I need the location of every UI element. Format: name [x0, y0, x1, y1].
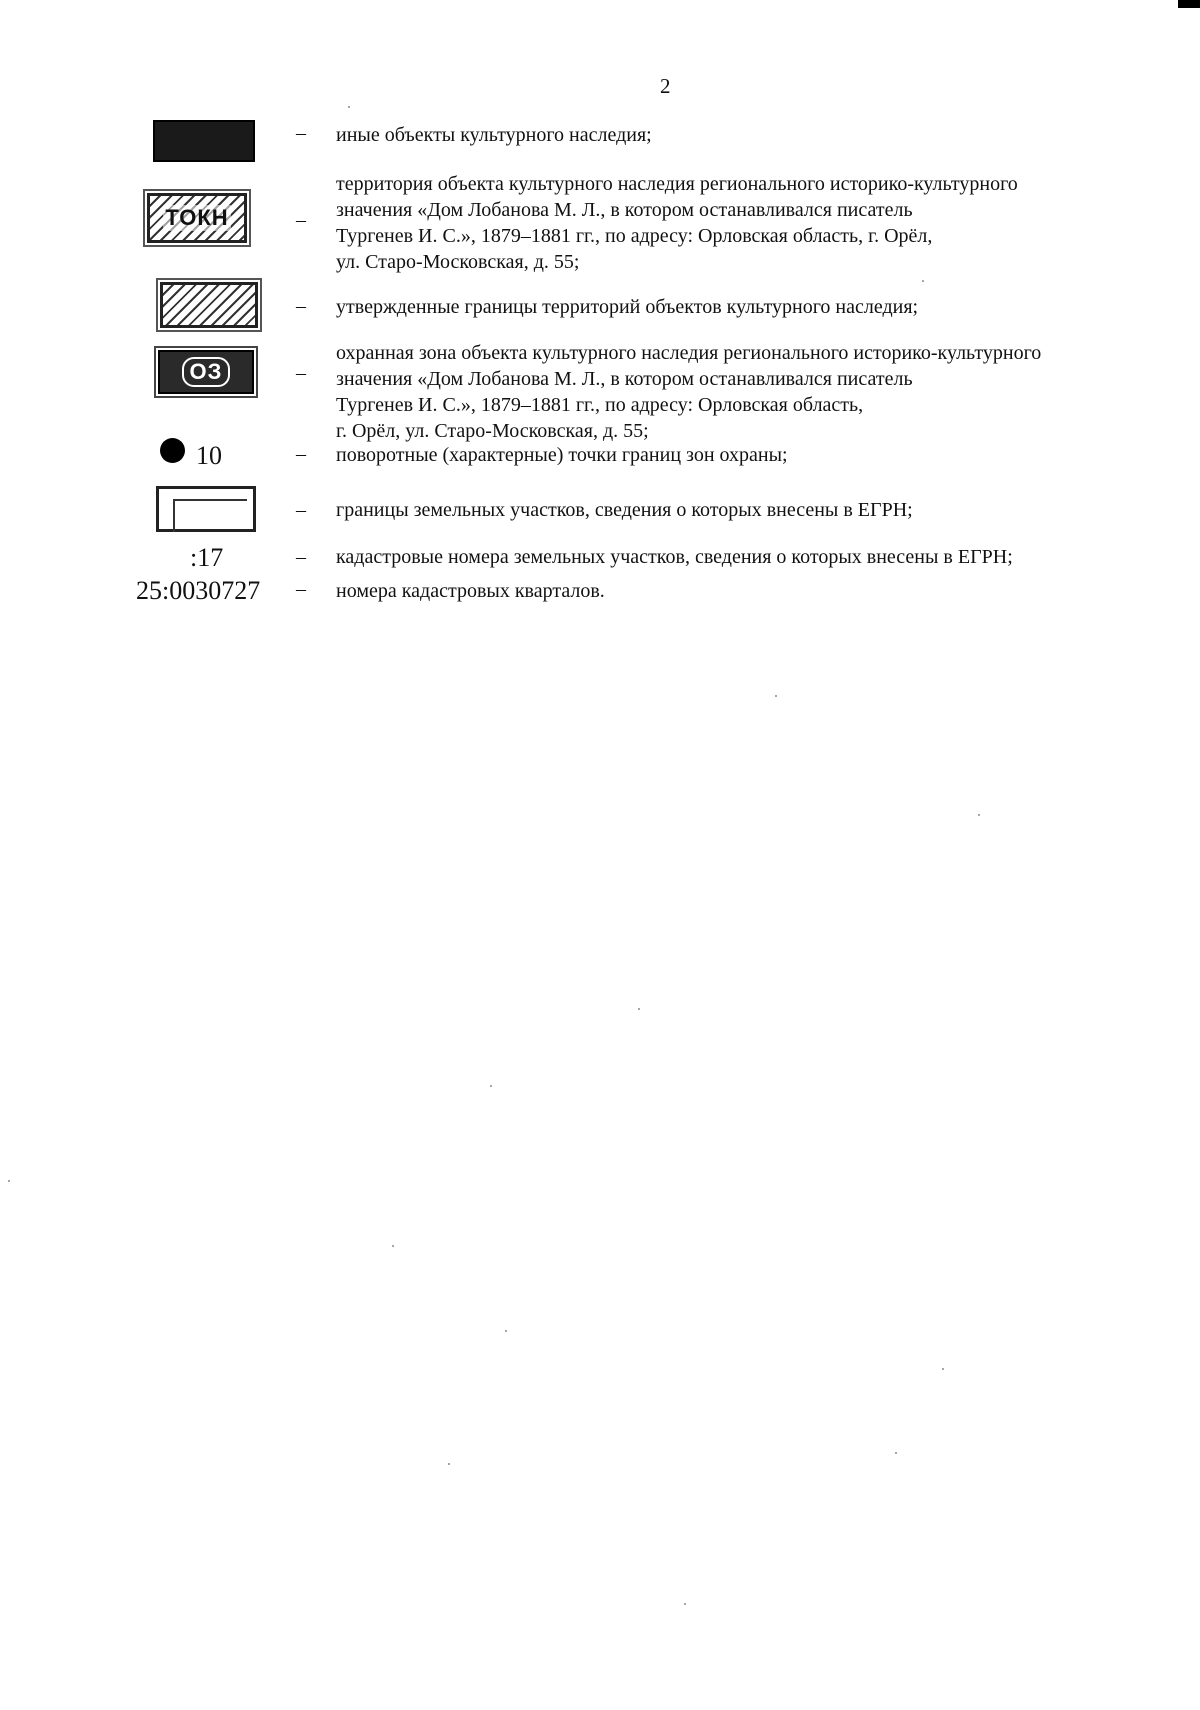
legend-description: кадастровые номера земельных участков, сведения о которых внесены в ЕГРН;	[336, 546, 1013, 568]
point-number-label: 10	[196, 441, 222, 470]
scan-speck	[392, 1245, 394, 1247]
hatched-labeled-rectangle-symbol	[147, 193, 247, 243]
scan-speck	[348, 106, 350, 108]
cadastral-plot-number-label: :17	[190, 543, 224, 572]
legend-description: территория объекта культурного наследия регионального историко-культурного значения «Дом Лобанова М. Л., в котором останавливался писатель Тургенев И. С.», 1879–1881 гг., по адресу: Орловская область, г. Орёл, ул. Старо-Московская, д. 55;	[336, 173, 1018, 273]
scan-speck	[638, 1008, 640, 1010]
symbol-label-oz: ОЗ	[182, 357, 231, 387]
scan-speck	[8, 1180, 10, 1182]
outlined-rectangle-symbol	[156, 486, 256, 532]
cadastral-quarter-number-label: 25:0030727	[136, 576, 261, 605]
scan-speck	[448, 1463, 450, 1465]
black-dot-symbol	[160, 438, 185, 463]
scan-speck	[775, 695, 777, 697]
inner-rectangle	[173, 499, 247, 532]
legend-description: границы земельных участков, сведения о которых внесены в ЕГРН;	[336, 499, 913, 521]
symbol-label-tokn: ТОКН	[165, 205, 229, 230]
legend-dash: –	[296, 122, 306, 144]
legend-description: утвержденные границы территорий объектов культурного наследия;	[336, 296, 919, 318]
legend-dash: –	[296, 443, 306, 465]
black-rectangle-symbol	[153, 120, 255, 162]
legend-dash: –	[296, 295, 306, 317]
legend-description: поворотные (характерные) точки границ зон охраны;	[336, 444, 788, 466]
page-number: 2	[660, 74, 671, 98]
legend-dash: –	[296, 499, 306, 521]
scan-speck	[505, 1330, 507, 1332]
scan-corner-mark	[1178, 0, 1200, 8]
scan-speck	[895, 1452, 897, 1454]
legend-dash: –	[296, 362, 306, 384]
scan-speck	[942, 1368, 944, 1370]
legend-dash: –	[296, 578, 306, 600]
scan-speck	[922, 280, 924, 282]
legend-description: номера кадастровых кварталов.	[336, 580, 605, 602]
legend-dash: –	[296, 209, 306, 231]
hatched-rectangle-symbol	[160, 282, 258, 328]
scan-speck	[490, 1085, 492, 1087]
legend-description: иные объекты культурного наследия;	[336, 124, 652, 146]
legend-dash: –	[296, 546, 306, 568]
scan-speck	[978, 814, 980, 816]
legend-description: охранная зона объекта культурного наследия регионального историко-культурного значения «Дом Лобанова М. Л., в котором останавливался писатель Тургенев И. С.», 1879–1881 гг., по адресу: Орловская область, г. Орёл, ул. Старо-Московская, д. 55;	[336, 342, 1042, 442]
dark-labeled-rectangle-symbol	[158, 350, 254, 394]
scan-speck	[684, 1603, 686, 1605]
